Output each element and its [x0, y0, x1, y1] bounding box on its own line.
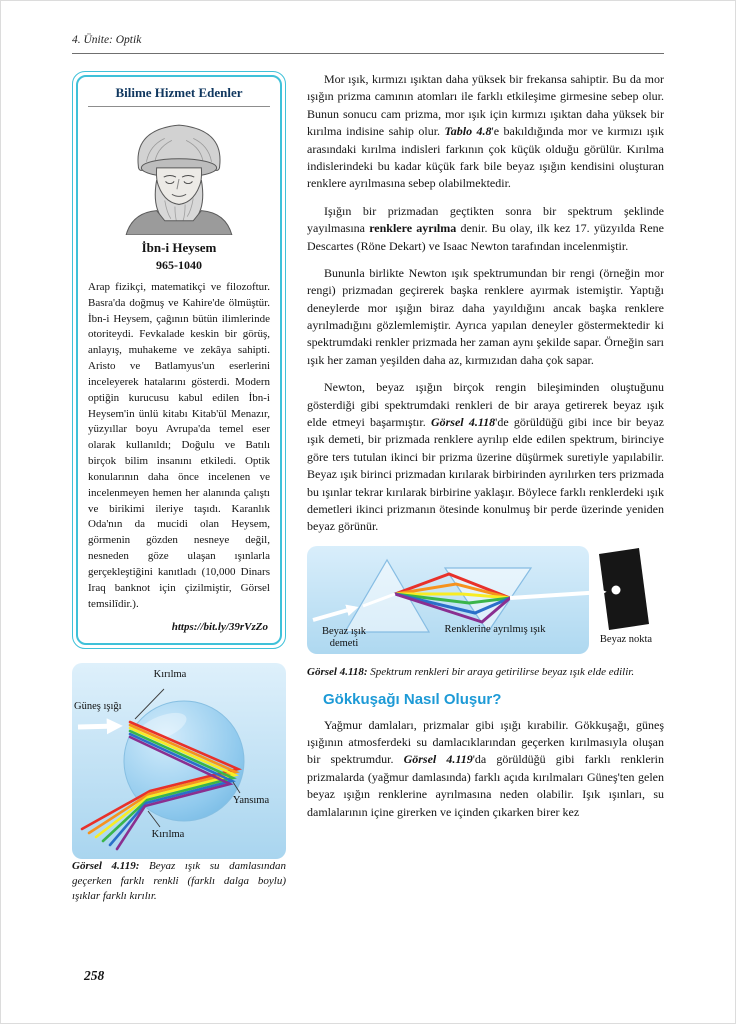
- sunlight-arrow: [78, 726, 118, 727]
- two-column-layout: [72, 71, 664, 912]
- scientist-box-title: Bilime Hizmet Edenler: [88, 85, 270, 107]
- paragraph-2: Işığın bir prizmadan geçtikten sonra bir spektrum şeklinde yayılmasına renklere ayrılma denir. Bu olay, ilk kez 17. yüzyılda Rene Descartes (Röne Dekart) ve Isaac Newton tarafından incelenmiştir.: [307, 203, 665, 253]
- label-renklerine-ayrilmis: Renklerine ayrılmış ışık: [444, 623, 546, 635]
- figure-4-118: [307, 546, 664, 658]
- portrait-engraving: [121, 115, 237, 235]
- label-yansima: Yansıma: [232, 795, 270, 807]
- page-number: 258: [84, 968, 105, 983]
- paragraph-3: Bununla birlikte Newton ışık spektrumundan bir rengi (örneğin mor rengi) prizmadan geçirerek başka renklere ayırmak istemiştir. Yaptığı deneylerde mor ışığın biraz daha yayıldığını ancak başka renklere ayrılmadığını gözlemlemiştir. Ayrıca yapılan deneyler göstermektedir ki spektrumdaki renkler prizmada her zaman aynı şekilde sapar. Örneğin sarı ışık her zaman yeşilden daha az, kırmızıdan daha çok sapar.: [307, 265, 664, 367]
- scientist-name: İbn-i Heysem: [141, 240, 217, 255]
- figure-4-119-caption: Görsel 4.119: Beyaz ışık su damlasından geçerken farklı renkli (farklı dalga boylu) ışıklar farklı kırılır.: [72, 860, 286, 903]
- label-gunes-isigi: Güneş ışığı: [74, 701, 122, 713]
- scientist-link[interactable]: https://bit.ly/39rVzZo: [171, 621, 268, 634]
- paragraph-5: Yağmur damlaları, prizmalar gibi ışığı kırabilir. Gökkuşağı, güneş ışığının atmosferdeki su damlacıklarından geçerken kırılmasıyla oluşan bir spektrumdur. Görsel 4.119'da görüldüğü gibi farklı renklerin prizmalarda (yağmur damlasında) farklı açıda kırılmaları Güneş'ten gelen beyaz ışığın renklerine ayrılmasına neden olabilir. Işık ışınları, su damlalarının içine girerken ve içinden çıkarken birer kez: [307, 717, 664, 819]
- paragraph-4: Newton, beyaz ışığın birçok rengin bileşiminden oluştuğunu gösterdiği gibi spektrumdaki renkleri de bir araya getirerek beyaz ışık elde etmeyi başarmıştır. Görsel 4.118'de görüldüğü gibi ince bir beyaz ışık demeti, bir prizmada renklere ayrılıp elde edilen spektrum, birinciye göre ters tutulan ikinci bir prizma üzerine düşürmek suretiyle yapılabilir. Beyaz ışık birinci prizmadan kırılarak birbirinden ayrılırken ters prizmada bu ışınlar tekrar kırılarak birbirine yaklaşır. Böylece farklı renklerdeki ışık demetleri ikinci prizmanın ötesinde konulmuş bir perde üzerinde yeniden beyaz görünür.: [307, 380, 664, 534]
- label-kirilma-top: Kırılma: [153, 669, 187, 681]
- figure-4-119: [72, 663, 286, 859]
- ibn-i-heysem-portrait: [88, 115, 270, 235]
- label-beyaz-isik-demeti: Beyaz ışık demeti: [321, 625, 367, 650]
- screen-panel: [599, 548, 649, 630]
- paragraph-1: Mor ışık, kırmızı ışıktan daha yüksek bir frekansa sahiptir. Bu da mor ışığın prizma camının atomları ile farklı etkileşime girmesine sebep olur. Bunun sonucu cam prizma, mor ışık için kırmızı ışıktan daha yüksek bir kırılma indisine sahip olur. Tablo 4.8'e bakıldığında mor ve kırmızı ışık arasındaki kırılma indisleri farkının çok küçük olduğu görülür. Kırılma indislerindeki bu kadar küçük fark bile beyaz ışığın kendisini oluşturan renklere ayrılmasına sebep olabilmektedir.: [307, 72, 664, 191]
- white-dot: [612, 585, 621, 594]
- scientist-dates: 965-1040: [156, 258, 202, 272]
- left-column: [72, 71, 286, 912]
- section-heading-gokkusagi: Gökkuşağı Nasıl Oluşur?: [323, 690, 502, 708]
- right-column: [307, 71, 664, 912]
- label-kirilma-bottom: Kırılma: [151, 829, 185, 841]
- figure-4-118-caption: Görsel 4.118: Spektrum renkleri bir araya getirilirse beyaz ışık elde edilir.: [307, 665, 635, 678]
- scientist-box-inner: [76, 75, 282, 645]
- scientist-box: [72, 71, 286, 649]
- page-header: 4. Ünite: Optik: [72, 34, 664, 54]
- label-beyaz-nokta: Beyaz nokta: [599, 633, 653, 645]
- scientist-bio: Arap fizikçi, matematikçi ve filozoftur. Basra'da doğmuş ve Kahire'de ölmüştür. İbn-i Heysem, çağının bütün ilimlerinde otoriteydi. Fevkalade keskin bir görüş, anlayış, muhakeme ve zekâya sahipti. Aristo ve Batlamyus'un eserlerini inceleyerek hatalarını gösterdi. Modern optiğin kurucusu kabul edilen İbn-i Heysem'in ünlü kitabı Kitab'ül Menazır, yüzyıllar boyu Avrupa'da temel eser olarak kullanıldı; Doğulu ve Batılı birçok bilim insanını etkiledi. Optik konularının daha önce incelenen ve incelenmeyen hemen her alanında çalıştı ve birikimi ileriye taşıdı. Karanlık Oda'nın da mucidi olan Heysem, görmenin gözden nesneye değil, nesneden göze ulaşan ışınlarla gerçekleştiğini kanıtladı (10,000 Dinars Iraq banknot için çizilmiştir, Görsel temsilîdir.).: [88, 281, 270, 610]
